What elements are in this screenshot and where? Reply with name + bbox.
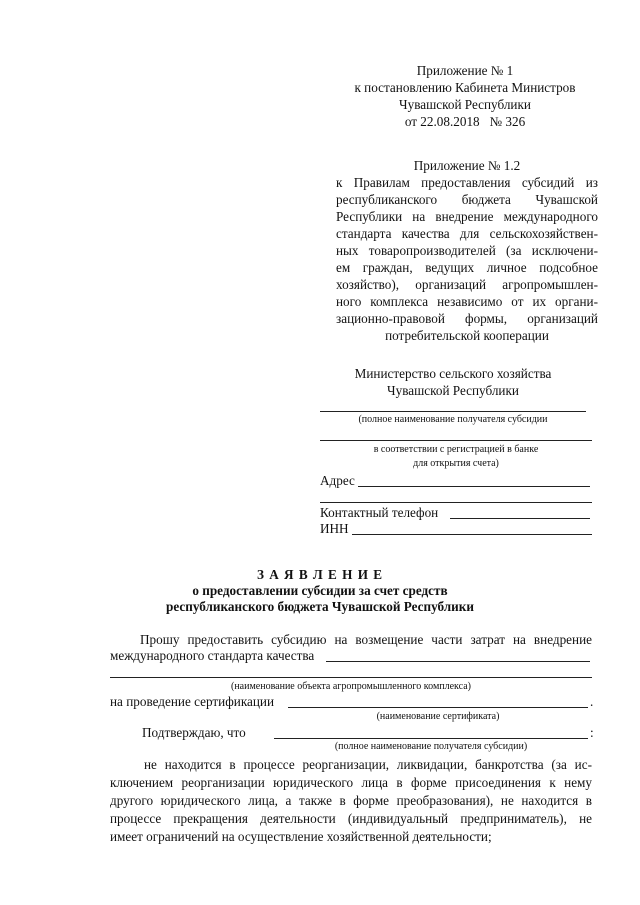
inn-field[interactable] [352, 534, 592, 535]
confirmation-line: не находится в процессе реорганизации, ликвидации, банкротства (за ис- [144, 757, 592, 772]
certification-label: на проведение сертификации [110, 694, 275, 709]
confirmation-line: другого юридического лица, а также в форме преобразования), не находится в [110, 793, 592, 808]
address-field-2[interactable] [320, 502, 592, 503]
statement-subtitle-2: республиканского бюджета Чувашской Республики [166, 599, 474, 614]
confirmation-paragraph [110, 756, 592, 846]
recipient-hint: (полное наименование получателя субсидии) [334, 741, 528, 752]
appendix-1-2-title: Приложение № 1.2 [413, 158, 521, 173]
appendix-1-2-header [336, 157, 598, 344]
confirm-colon: : [590, 725, 594, 740]
confirm-label: Подтверждаю, что [142, 725, 246, 740]
account-opening-hint: для открытия счета) [413, 458, 499, 469]
phone-field[interactable] [450, 518, 590, 519]
appendix-1-2-line: к Правилам предоставления субсидий из [336, 175, 598, 190]
certification-period: . [590, 694, 594, 709]
recipient-field[interactable] [274, 738, 588, 739]
request-line-2: международного стандарта качества [110, 648, 315, 663]
appendix-1-republic: Чувашской Республики [399, 97, 531, 112]
confirmation-line: процессе прекращения деятельности (индивидуальный предприниматель), не [110, 811, 592, 826]
address-field[interactable] [358, 486, 590, 487]
request-line-1: Прошу предоставить субсидию на возмещение части затрат на внедрение [140, 632, 592, 647]
appendix-1-header [340, 62, 590, 130]
certificate-field[interactable] [288, 707, 588, 708]
bank-registration-hint: в соответствии с регистрацией в банке [373, 444, 539, 455]
addressee-ministry: Министерство сельского хозяйства [354, 366, 552, 381]
appendix-1-2-line: зационно-правовой формы, организаций [336, 311, 598, 326]
appendix-1-2-line: стандарта качества для сельскохозяйствен- [336, 226, 598, 241]
appendix-1-resolution: к постановлению Кабинета Министров [354, 80, 576, 95]
appendix-1-title: Приложение № 1 [416, 63, 514, 78]
appendix-1-2-line: ного комплекса независимо от их органи- [336, 294, 598, 309]
appendix-1-2-line: ем граждан, ведущих личное подсобное [336, 260, 598, 275]
statement-subtitle-1: о предоставлении субсидии за счет средств [192, 583, 448, 598]
appendix-1-2-line: ных товаропроизводителей (за исключени- [336, 243, 598, 258]
object-name-field[interactable] [110, 677, 592, 678]
addressee-republic: Чувашской Республики [387, 383, 519, 398]
confirmation-line: ключением реорганизации юридического лица в форме присоединения к нему [110, 775, 592, 790]
address-label: Адрес [320, 473, 355, 488]
confirmation-last-line: имеет ограничений на осуществление хозяйственной деятельности; [110, 829, 492, 844]
phone-label: Контактный телефон [320, 505, 439, 520]
appendix-1-2-line: республиканского бюджета Чувашской [336, 192, 598, 207]
recipient-name-line[interactable] [320, 411, 586, 412]
standard-field[interactable] [326, 661, 590, 662]
appendix-1-2-last-line: потребительской кооперации [385, 328, 549, 343]
recipient-name-line-2[interactable] [320, 440, 592, 441]
object-name-hint: (наименование объекта агропромышленного комплекса) [230, 681, 471, 692]
appendix-1-date: от 22.08.2018 № 326 [404, 114, 526, 129]
appendix-1-2-line: Республики на внедрение международного [336, 209, 598, 224]
addressee [320, 365, 586, 399]
certificate-hint: (наименование сертификата) [376, 711, 500, 722]
statement-title: З А Я В Л Е Н И Е [256, 567, 384, 582]
inn-label: ИНН [320, 521, 349, 536]
appendix-1-2-line: хозяйство), организаций агропромышлен- [336, 277, 598, 292]
recipient-name-hint: (полное наименование получателя субсидии [358, 414, 548, 425]
